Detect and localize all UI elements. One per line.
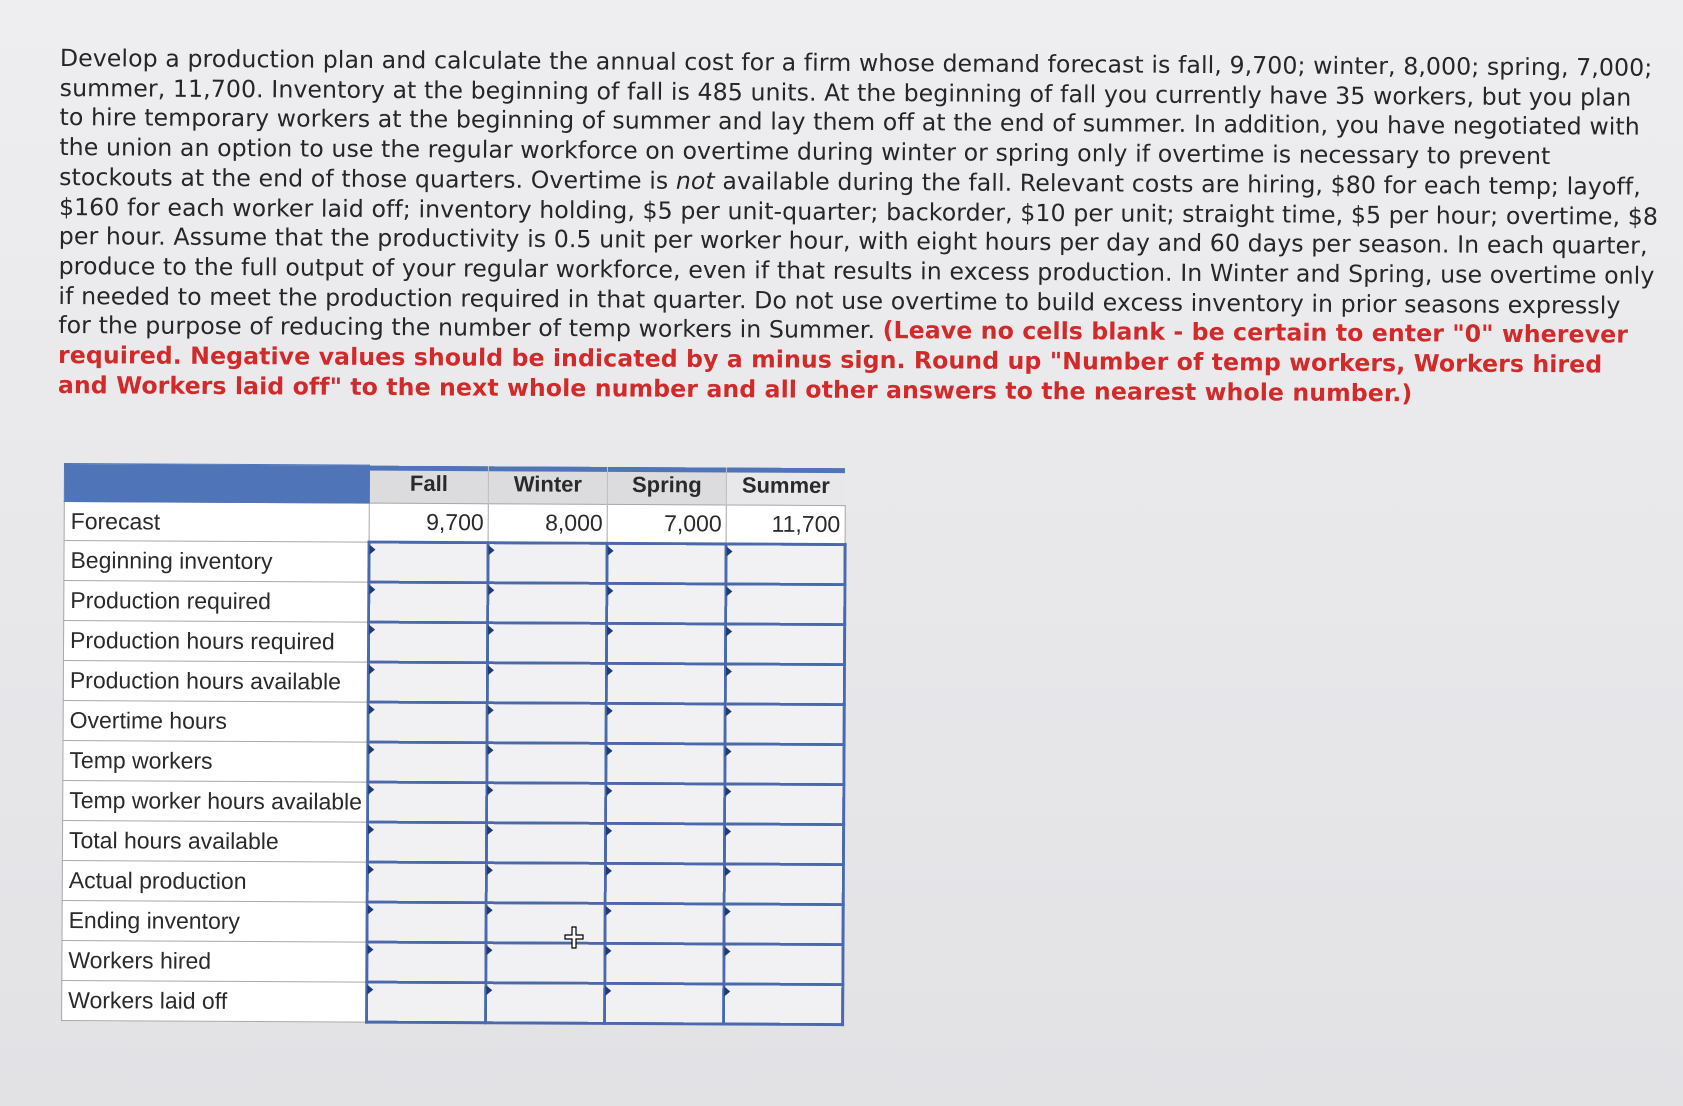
input-production-hours-available-summer[interactable] — [727, 665, 843, 703]
problem-text-part-1: Develop a production plan and calculate the annual cost for a firm whose demand forecast is fall, 9,700; winter, 8,000; spring, 7,000; summer, 11,700. Inventory at the beginning of fall is 485 units. At the beginning of fall you currently have 35 workers, but you plan to hire temporary workers at the beginning of summer and lay them off at the end of summer. In addition, you have negotiated with the union an option to use the regular workforce on overtime during winter or spring only if overtime is necessary to prevent stockouts at the end of those quarters. Overtime is — [59, 44, 1653, 195]
forecast-summer: 11,700 — [726, 505, 845, 545]
forecast-spring: 7,000 — [607, 504, 726, 544]
cell-overtime-hours-spring — [606, 703, 725, 744]
row-label-ending-inventory: Ending inventory — [62, 900, 367, 942]
input-temp-worker-hours-available-winter[interactable] — [488, 784, 604, 822]
production-plan-grid — [61, 463, 846, 1026]
header-row — [64, 464, 845, 506]
input-workers-laid-off-winter[interactable] — [487, 984, 603, 1022]
row-label-production-hours-required: Production hours required — [63, 621, 368, 663]
cell-overtime-hours-winter — [487, 703, 606, 744]
row-label-workers-laid-off: Workers laid off — [62, 980, 367, 1022]
row-label-production-required: Production required — [64, 581, 369, 623]
input-temp-worker-hours-available-fall[interactable] — [369, 784, 485, 822]
cell-beginning-inventory-winter — [488, 543, 607, 584]
production-plan-table — [61, 463, 846, 1026]
input-production-required-winter[interactable] — [489, 584, 605, 622]
column-header-fall: Fall — [369, 465, 488, 504]
input-ending-inventory-winter[interactable] — [488, 904, 604, 942]
input-total-hours-available-spring[interactable] — [607, 825, 723, 863]
input-actual-production-spring[interactable] — [607, 865, 723, 903]
column-header-summer: Summer — [726, 467, 845, 506]
cell-production-required-summer — [726, 584, 845, 625]
input-production-hours-available-fall[interactable] — [370, 664, 486, 702]
cell-production-hours-available-spring — [606, 663, 725, 704]
input-production-hours-required-winter[interactable] — [489, 624, 605, 662]
input-overtime-hours-summer[interactable] — [727, 705, 843, 743]
input-beginning-inventory-summer[interactable] — [727, 545, 843, 583]
input-beginning-inventory-fall[interactable] — [370, 544, 486, 582]
cell-workers-laid-off-fall — [367, 982, 486, 1023]
cell-workers-hired-spring — [605, 943, 724, 984]
cell-total-hours-available-fall — [367, 822, 486, 863]
forecast-winter: 8,000 — [488, 504, 607, 544]
input-production-hours-available-winter[interactable] — [489, 664, 605, 702]
row-workers-hired — [62, 940, 843, 984]
cell-production-hours-available-summer — [725, 664, 844, 705]
row-label-beginning-inventory: Beginning inventory — [64, 541, 369, 583]
cell-ending-inventory-winter — [486, 903, 605, 944]
cell-production-hours-required-fall — [368, 622, 487, 663]
cell-workers-laid-off-spring — [605, 983, 724, 1024]
input-total-hours-available-winter[interactable] — [488, 824, 604, 862]
cell-temp-workers-winter — [487, 743, 606, 784]
cell-temp-worker-hours-available-fall — [368, 782, 487, 823]
cell-beginning-inventory-summer — [726, 544, 845, 585]
cell-temp-workers-fall — [368, 742, 487, 783]
cell-ending-inventory-summer — [724, 904, 843, 945]
cell-workers-laid-off-summer — [724, 984, 843, 1025]
cell-production-required-winter — [488, 583, 607, 624]
row-beginning-inventory — [64, 541, 845, 585]
input-workers-hired-winter[interactable] — [487, 944, 603, 982]
input-workers-hired-spring[interactable] — [606, 945, 722, 983]
cell-ending-inventory-fall — [367, 902, 486, 943]
input-workers-laid-off-fall[interactable] — [368, 984, 484, 1022]
cell-actual-production-fall — [367, 862, 486, 903]
row-overtime-hours — [63, 700, 844, 744]
input-actual-production-summer[interactable] — [726, 865, 842, 903]
input-overtime-hours-winter[interactable] — [489, 704, 605, 742]
input-total-hours-available-fall[interactable] — [369, 824, 485, 862]
input-beginning-inventory-winter[interactable] — [489, 544, 605, 582]
row-ending-inventory — [62, 900, 843, 944]
cell-temp-worker-hours-available-winter — [487, 783, 606, 824]
input-overtime-hours-fall[interactable] — [370, 704, 486, 742]
cell-total-hours-available-spring — [605, 823, 724, 864]
input-production-hours-required-spring[interactable] — [608, 625, 724, 663]
forecast-fall: 9,700 — [369, 503, 488, 543]
cell-workers-laid-off-winter — [486, 983, 605, 1024]
problem-text-part-2: available during the fall. Relevant costs are hiring, $80 for each temp; layoff, $160 for each worker laid off; inventory holding, $5 per unit-quarter; backorder, $10 per unit; straight time, $5 per hour; overtime, $8 per hour. Assume that the productivity is 0.5 unit per worker hour, with eight hours per day and 60 days per season. In each quarter, produce to the full output of your regular workforce, even if that results in excess production. In Winter and Spring, use overtime only if needed to meet the production required in that quarter. Do not use overtime to build excess inventory in prior seasons expressly for the purpose of reducing the number of temp workers in Summer. — [58, 166, 1659, 345]
cell-actual-production-winter — [486, 863, 605, 904]
cell-production-hours-available-fall — [368, 662, 487, 703]
cell-production-hours-required-winter — [487, 623, 606, 664]
cell-production-hours-required-summer — [725, 624, 844, 665]
cell-actual-production-summer — [724, 864, 843, 905]
row-label-forecast: Forecast — [64, 502, 369, 543]
row-production-hours-available — [63, 660, 844, 704]
move-cursor-icon — [564, 926, 584, 950]
cell-overtime-hours-summer — [725, 704, 844, 745]
input-temp-workers-summer[interactable] — [726, 745, 842, 783]
input-workers-laid-off-spring[interactable] — [606, 985, 722, 1023]
corner-header — [64, 464, 369, 504]
input-production-hours-required-summer[interactable] — [727, 625, 843, 663]
input-production-required-spring[interactable] — [608, 585, 724, 623]
cell-workers-hired-winter — [486, 943, 605, 984]
cell-temp-worker-hours-available-spring — [606, 783, 725, 824]
cell-workers-hired-fall — [367, 942, 486, 983]
input-temp-workers-winter[interactable] — [488, 744, 604, 782]
cell-temp-worker-hours-available-summer — [725, 784, 844, 825]
cell-overtime-hours-fall — [368, 702, 487, 743]
row-label-workers-hired: Workers hired — [62, 940, 367, 982]
cell-workers-hired-summer — [724, 944, 843, 985]
input-production-required-fall[interactable] — [370, 584, 486, 622]
input-temp-worker-hours-available-summer[interactable] — [726, 785, 842, 823]
row-actual-production — [62, 860, 843, 904]
row-label-total-hours-available: Total hours available — [62, 820, 367, 862]
input-actual-production-fall[interactable] — [369, 864, 485, 902]
input-actual-production-winter[interactable] — [488, 864, 604, 902]
row-workers-laid-off — [62, 980, 843, 1024]
problem-instructions: (Leave no cells blank - be certain to enter "0" wherever required. Negative values should be indicated by a minus sign. Round up "Number of temp workers, Workers hired and Workers laid off" to the next whole number and all other answers to the nearest whole number.) — [57, 316, 1629, 408]
cell-total-hours-available-winter — [486, 823, 605, 864]
row-total-hours-available — [62, 820, 843, 864]
cell-beginning-inventory-fall — [369, 542, 488, 583]
input-workers-hired-fall[interactable] — [368, 944, 484, 982]
input-production-required-summer[interactable] — [727, 585, 843, 623]
row-production-hours-required — [63, 621, 844, 665]
cell-temp-workers-summer — [725, 744, 844, 785]
cell-production-hours-required-spring — [606, 623, 725, 664]
cell-production-hours-available-winter — [487, 663, 606, 704]
cell-temp-workers-spring — [606, 743, 725, 784]
row-label-temp-workers: Temp workers — [63, 740, 368, 782]
column-header-winter: Winter — [488, 466, 607, 505]
row-label-temp-worker-hours-available: Temp worker hours available — [63, 780, 368, 822]
problem-emphasis-not: not — [675, 166, 715, 195]
input-production-hours-available-spring[interactable] — [608, 665, 724, 703]
row-label-overtime-hours: Overtime hours — [63, 700, 368, 742]
row-label-actual-production: Actual production — [62, 860, 367, 902]
input-overtime-hours-spring[interactable] — [608, 705, 724, 743]
input-ending-inventory-summer[interactable] — [725, 905, 841, 943]
row-temp-workers — [63, 740, 844, 784]
input-workers-laid-off-summer[interactable] — [725, 985, 841, 1023]
problem-statement — [58, 44, 1660, 410]
input-beginning-inventory-spring[interactable] — [608, 545, 724, 583]
cell-total-hours-available-summer — [724, 824, 843, 865]
input-ending-inventory-spring[interactable] — [607, 905, 723, 943]
cell-ending-inventory-spring — [605, 903, 724, 944]
cell-beginning-inventory-spring — [607, 543, 726, 584]
input-temp-workers-fall[interactable] — [369, 744, 485, 782]
cell-production-required-fall — [369, 582, 488, 623]
forecast-row — [64, 502, 845, 545]
input-total-hours-available-summer[interactable] — [726, 825, 842, 863]
row-temp-worker-hours-available — [63, 780, 844, 824]
cell-actual-production-spring — [605, 863, 724, 904]
input-workers-hired-summer[interactable] — [725, 945, 841, 983]
input-production-hours-required-fall[interactable] — [370, 624, 486, 662]
cell-production-required-spring — [607, 583, 726, 624]
input-temp-workers-spring[interactable] — [607, 745, 723, 783]
row-label-production-hours-available: Production hours available — [63, 660, 368, 702]
column-header-spring: Spring — [607, 466, 726, 505]
input-temp-worker-hours-available-spring[interactable] — [607, 785, 723, 823]
row-production-required — [64, 581, 845, 625]
input-ending-inventory-fall[interactable] — [369, 904, 485, 942]
